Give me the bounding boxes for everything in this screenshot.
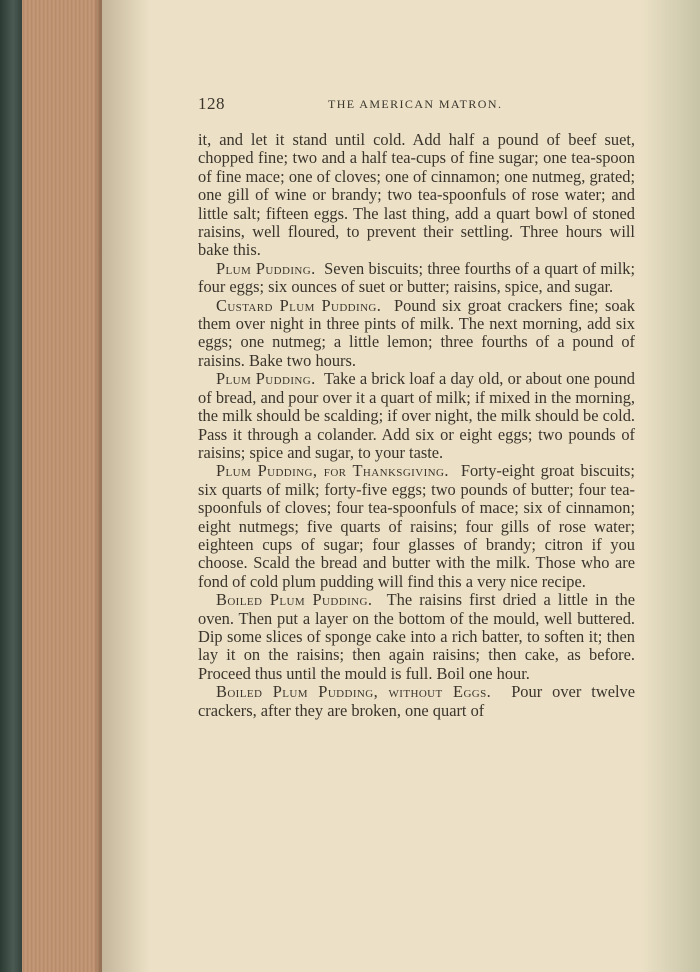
- recipe-text: Pound six groat crackers fine; soak them over night in three pints of milk. The next morning, add six eggs; one nutmeg; a little lemon; three fourths of a pound of raisins. Bake two hours.: [198, 295, 635, 370]
- recipe-text: Pour over twelve crackers, after they are broken, one quart of: [198, 682, 635, 720]
- paragraph-text: it, and let it stand until cold. Add half a pound of beef suet, chopped fine; two and a half tea-cups of fine sugar; one tea-spoon of fine mace; one of cloves; one of cinnamon; one nutmeg, grated; one gill of wine or brandy; two tea-spoonfuls of rose water; and little salt; fifteen eggs. The last thing, add a quart bowl of stoned raisins, well floured, to prevent their settling. Three hours will bake this.: [198, 130, 635, 260]
- recipe-text: Take a brick loaf a day old, or about one pound of bread, and pour over it a quart of milk; if mixed in the morning, the milk should be scalding; if over night, the milk should be cold. Pass it through a colander. Add six or eight eggs; two pounds of raisins; spice and sugar, to your taste.: [198, 369, 635, 462]
- body-text: [198, 131, 635, 720]
- recipe-paragraph: [198, 462, 635, 591]
- recipe-paragraph: [198, 370, 635, 462]
- recipe-title: Boiled Plum Pudding.: [216, 590, 373, 610]
- recipe-title: Custard Plum Pudding.: [216, 295, 382, 315]
- paragraph-continued: [198, 131, 635, 260]
- book-cover-edge: [0, 0, 22, 972]
- page-number: 128: [198, 94, 225, 113]
- recipe-title: Boiled Plum Pudding, without Eggs.: [216, 682, 492, 702]
- recipe-paragraph: [198, 591, 635, 683]
- recipe-title: Plum Pudding.: [216, 258, 316, 278]
- page-header: [198, 94, 638, 114]
- recipe-paragraph: [198, 260, 635, 297]
- running-title: THE AMERICAN MATRON.: [328, 97, 503, 111]
- recipe-title: Plum Pudding, for Thanksgiving.: [216, 461, 449, 481]
- book-page: [102, 0, 700, 972]
- recipe-title: Plum Pudding.: [216, 369, 316, 389]
- recipe-text: The raisins first dried a little in the oven. Then put a layer on the bottom of the mould, well buttered. Dip some slices of sponge cake into a rich batter, to soften it; then lay it on the raisins; then again raisins; then cake, as before. Proceed thus until the mould is full. Boil one hour.: [198, 590, 635, 683]
- recipe-text: Forty-eight groat biscuits; six quarts of milk; forty-five eggs; two pounds of butter; four tea-spoonfuls of cloves; four tea-spoonfuls of mace; six of cinnamon; eight nutmegs; five quarts of raisins; four gills of rose water; eighteen cups of sugar; four glasses of brandy; citron if you choose. Scald the bread and butter with the milk. Those who are fond of cold plum pudding will find this a very nice recipe.: [198, 461, 635, 591]
- recipe-paragraph: [198, 683, 635, 720]
- recipe-text: Seven biscuits; three fourths of a quart of milk; four eggs; six ounces of suet or butter; raisins, spice, and sugar.: [198, 258, 635, 297]
- page-edges: [22, 0, 102, 972]
- recipe-paragraph: [198, 297, 635, 371]
